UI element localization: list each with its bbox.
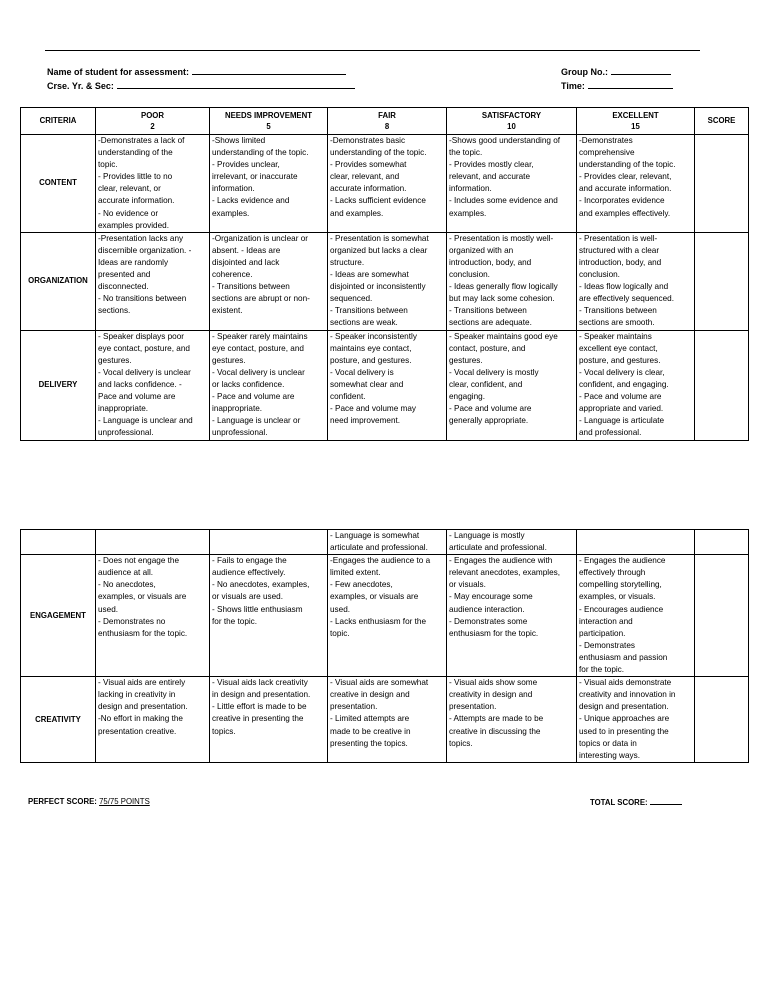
rubric-text-line: enthusiasm and passion — [579, 652, 668, 662]
rubric-text-line: in design and presentation. — [212, 690, 311, 700]
delivery-excellent-cell — [577, 330, 695, 440]
delivery-score-cell[interactable] — [695, 330, 749, 440]
rubric-text-line: information. — [212, 184, 255, 194]
organization-row — [21, 232, 749, 330]
rubric-text-line: examples, or visuals are — [98, 592, 187, 602]
rubric-text-line: - Vocal delivery is clear, — [579, 367, 665, 377]
rubric-text-line: existent. — [212, 306, 243, 316]
creativity-excellent-cell — [577, 677, 695, 763]
rubric-text-line: maintains eye contact, — [330, 343, 412, 353]
rubric-text-line: examples. — [449, 208, 487, 218]
rubric-text-line: - Little effort is made to be — [212, 702, 307, 712]
rubric-text-line: design and presentation. — [579, 702, 669, 712]
rubric-text-line: organized but lacks a clear — [330, 245, 428, 255]
rubric-text-line: - Speaker maintains good eye — [449, 331, 558, 341]
rubric-text-line: sequenced. — [330, 294, 373, 304]
creativity-score-cell[interactable] — [695, 677, 749, 763]
rubric-text-line: for the topic. — [212, 616, 258, 626]
continuation-excellent-cell — [577, 530, 695, 555]
continuation-criteria — [21, 530, 96, 555]
rubric-text-line: sections are adequate. — [449, 318, 532, 328]
rubric-text-line: Ideas are randomly — [98, 257, 169, 267]
rubric-text-line: - Provides mostly clear, — [449, 160, 534, 170]
rubric-text-line: accurate information. — [98, 196, 175, 206]
rubric-text-line: clear, relevant, or — [98, 184, 161, 194]
total-score-blank[interactable] — [650, 797, 682, 805]
rubric-text-line: used to in presenting the — [579, 726, 669, 736]
rubric-text-line: - Visual aids lack creativity — [212, 678, 308, 688]
rubric-text-line: - Visual aids are somewhat — [330, 678, 429, 688]
continuation-poor-cell — [96, 530, 210, 555]
rubric-text-line: - Demonstrates no — [98, 616, 166, 626]
delivery-poor-cell — [96, 330, 210, 440]
time-field[interactable] — [561, 80, 673, 91]
rubric-text-line: confident, and engaging. — [579, 379, 669, 389]
engagement-satisfactory-cell — [447, 555, 577, 677]
rubric-text-line: - Unique approaches are — [579, 714, 670, 724]
rubric-text-line: -Shows limited — [212, 136, 266, 145]
rubric-text-line: - Lacks evidence and — [212, 196, 290, 206]
rubric-text-line: - No anecdotes, examples, — [212, 580, 310, 590]
content-excellent-cell — [577, 135, 695, 233]
rubric-text-line: - Language is unclear and — [98, 416, 193, 426]
rubric-text-line: and accurate information. — [579, 184, 672, 194]
rubric-text-line: comprehensive — [579, 148, 635, 158]
rubric-text-line: - Provides somewhat — [330, 160, 407, 170]
rubric-text-line: -Demonstrates — [579, 136, 633, 145]
engagement-needs-cell — [210, 555, 328, 677]
student-name-line[interactable] — [192, 66, 346, 75]
rubric-text-line: - Language is articulate — [579, 416, 665, 426]
rubric-text-line: disconnected. — [98, 282, 149, 292]
rubric-text-line: - Language is somewhat — [330, 531, 420, 540]
delivery-fair-cell — [328, 330, 447, 440]
content-row — [21, 135, 749, 233]
rubric-text-line: audience effectively. — [212, 568, 286, 578]
rubric-text-line: - Visual aids are entirely — [98, 678, 186, 688]
rubric-text-line: contact, posture, and — [449, 343, 526, 353]
engagement-poor-cell — [96, 555, 210, 677]
rubric-text-line: - Ideas are somewhat — [330, 270, 409, 280]
fair-header: FAIR 8 — [328, 108, 447, 135]
rubric-text-line: presentation creative. — [98, 726, 177, 736]
rubric-text-line: disjointed and lack — [212, 257, 280, 267]
rubric-text-line: - Transitions between — [449, 306, 527, 316]
perfect-score-value: 75/75 POINTS — [99, 797, 150, 806]
rubric-table-part1 — [20, 107, 749, 441]
rubric-text-line: -Organization is unclear or — [212, 233, 309, 243]
rubric-text-line: - Engages the audience with — [449, 556, 553, 566]
engagement-excellent-cell — [577, 555, 695, 677]
rubric-text-line: gestures. — [98, 355, 132, 365]
content-score-cell[interactable] — [695, 135, 749, 233]
rubric-text-line: disjointed or inconsistently — [330, 282, 426, 292]
creativity-needs-cell — [210, 677, 328, 763]
delivery-row — [21, 330, 749, 440]
rubric-text-line: or lacks confidence. — [212, 379, 285, 389]
rubric-text-line: and examples effectively. — [579, 208, 671, 218]
time-line[interactable] — [588, 80, 673, 89]
content-needs-cell — [210, 135, 328, 233]
rubric-text-line: - Speaker displays poor — [98, 331, 185, 341]
rubric-text-line: sections. — [98, 306, 131, 316]
rubric-text-line: - Presentation is well- — [579, 233, 658, 243]
rubric-text-line: eye contact, posture, and — [212, 343, 304, 353]
rubric-text-line: information. — [449, 184, 492, 194]
rubric-text-line: examples provided. — [98, 220, 169, 230]
rubric-text-line: - Ideas flow logically and — [579, 282, 669, 292]
satisfactory-header: SATISFACTORY 10 — [447, 108, 577, 135]
course-label: Crse. Yr. & Sec: — [47, 81, 114, 91]
student-name-label: Name of student for assessment: — [47, 67, 190, 77]
delivery-needs-cell — [210, 330, 328, 440]
top-rule — [45, 50, 700, 51]
perfect-score — [28, 797, 150, 806]
total-score-label: TOTAL SCORE: — [590, 798, 648, 807]
engagement-score-cell[interactable] — [695, 555, 749, 677]
rubric-text-line: limited extent. — [330, 568, 381, 578]
rubric-text-line: audience interaction. — [449, 604, 525, 614]
rubric-text-line: interaction and — [579, 616, 633, 626]
rubric-text-line: used. — [98, 604, 119, 614]
rubric-text-line: - Demonstrates some — [449, 616, 528, 626]
rubric-text-line: generally appropriate. — [449, 416, 529, 426]
creativity-row — [21, 677, 749, 763]
excellent-header: EXCELLENT 15 — [577, 108, 695, 135]
rubric-text-line: -Presentation lacks any — [98, 233, 184, 243]
rubric-text-line: -Shows good understanding of — [449, 136, 561, 145]
organization-fair-cell — [328, 232, 447, 330]
rubric-text-line: - Visual aids show some — [449, 678, 538, 688]
rubric-text-line: relevant, and accurate — [449, 172, 531, 182]
rubric-text-line: discernible organization. - — [98, 245, 192, 255]
rubric-text-line: -Demonstrates a lack of — [98, 136, 185, 145]
content-poor-cell — [96, 135, 210, 233]
rubric-text-line: relevant anecdotes, examples, — [449, 568, 561, 578]
rubric-text-line: understanding of the topic. — [212, 148, 309, 158]
rubric-text-line: clear, confident, and — [449, 379, 523, 389]
creativity-poor-cell — [96, 677, 210, 763]
rubric-text-line: - Fails to engage the — [212, 556, 287, 566]
rubric-text-line: somewhat clear and — [330, 379, 404, 389]
rubric-text-line: - Pace and volume are — [212, 391, 295, 401]
rubric-text-line: sections are abrupt or non- — [212, 294, 310, 304]
rubric-text-line: absent. - Ideas are — [212, 245, 281, 255]
rubric-text-line: - Lacks enthusiasm for the — [330, 616, 427, 626]
continuation-score-cell[interactable] — [695, 530, 749, 555]
rubric-text-line: design and presentation. — [98, 702, 188, 712]
rubric-text-line: understanding of the topic. — [330, 148, 427, 158]
rubric-table-part2 — [20, 529, 749, 763]
organization-criteria: ORGANIZATION — [21, 232, 96, 330]
rubric-text-line: - Demonstrates — [579, 640, 635, 650]
rubric-text-line: organized with an — [449, 245, 514, 255]
rubric-text-line: - No anecdotes, — [98, 580, 156, 590]
rubric-text-line: - Transitions between — [212, 282, 290, 292]
rubric-text-line: - Lacks sufficient evidence — [330, 196, 426, 206]
delivery-satisfactory-cell — [447, 330, 577, 440]
rubric-text-line: gestures. — [449, 355, 483, 365]
student-name-field[interactable] — [47, 66, 346, 77]
continuation-needs-cell — [210, 530, 328, 555]
rubric-text-line: - Provides little to no — [98, 172, 173, 182]
rubric-text-line: the topic. — [449, 148, 483, 158]
rubric-text-line: - Incorporates evidence — [579, 196, 665, 206]
creativity-satisfactory-cell — [447, 677, 577, 763]
rubric-text-line: for the topic. — [579, 665, 625, 675]
rubric-text-line: posture, and gestures. — [579, 355, 661, 365]
rubric-text-line: - May encourage some — [449, 592, 533, 602]
creativity-criteria: CREATIVITY — [21, 677, 96, 763]
needs-improvement-header: NEEDS IMPROVEMENT 5 — [210, 108, 328, 135]
continuation-fair-cell — [328, 530, 447, 555]
rubric-text-line: -No effort in making the — [98, 714, 183, 724]
engagement-row — [21, 555, 749, 677]
rubric-text-line: audience at all. — [98, 568, 154, 578]
rubric-text-line: structure. — [330, 257, 365, 267]
rubric-text-line: -Demonstrates basic — [330, 136, 406, 145]
rubric-text-line: creative in discussing the — [449, 726, 541, 736]
rubric-text-line: used. — [330, 604, 351, 614]
rubric-text-line: examples, or visuals are — [330, 592, 419, 602]
rubric-text-line: understanding of the — [98, 148, 173, 158]
rubric-text-line: - Shows little enthusiasm — [212, 604, 303, 614]
rubric-text-line: -Engages the audience to a — [330, 556, 431, 566]
rubric-text-line: enthusiasm for the topic. — [98, 628, 188, 638]
rubric-text-line: conclusion. — [449, 270, 490, 280]
time-label: Time: — [561, 81, 585, 91]
rubric-text-line: inappropriate. — [98, 404, 149, 414]
rubric-text-line: topic. — [98, 160, 118, 170]
rubric-text-line: - Pace and volume are — [579, 391, 662, 401]
rubric-text-line: - Presentation is somewhat — [330, 233, 429, 243]
rubric-text-line: and lacks confidence. - — [98, 379, 182, 389]
rubric-text-line: unprofessional. — [212, 428, 268, 438]
rubric-text-line: articulate and professional. — [449, 543, 547, 553]
rubric-text-line: unprofessional. — [98, 428, 154, 438]
rubric-text-line: - Vocal delivery is mostly — [449, 367, 539, 377]
rubric-text-line: engaging. — [449, 391, 485, 401]
course-field[interactable] — [47, 80, 355, 91]
rubric-text-line: topics. — [449, 738, 473, 748]
rubric-text-line: examples. — [212, 208, 250, 218]
rubric-text-line: structured with a clear — [579, 245, 660, 255]
content-criteria: CONTENT — [21, 135, 96, 233]
rubric-text-line: sections are weak. — [330, 318, 398, 328]
rubric-text-line: - Language is unclear or — [212, 416, 301, 426]
organization-satisfactory-cell — [447, 232, 577, 330]
rubric-text-line: - Transitions between — [330, 306, 408, 316]
rubric-text-line: sections are smooth. — [579, 318, 655, 328]
header-row — [21, 108, 749, 135]
rubric-text-line: - Language is mostly — [449, 531, 525, 540]
organization-excellent-cell — [577, 232, 695, 330]
organization-poor-cell — [96, 232, 210, 330]
rubric-text-line: creative in presenting the — [212, 714, 304, 724]
rubric-text-line: presentation. — [449, 702, 497, 712]
rubric-text-line: - Presentation is mostly well- — [449, 233, 554, 243]
course-line[interactable] — [117, 80, 355, 89]
total-score — [590, 797, 682, 807]
rubric-text-line: - Pace and volume are — [449, 404, 532, 414]
engagement-fair-cell — [328, 555, 447, 677]
rubric-text-line: - Visual aids demonstrate — [579, 678, 672, 688]
rubric-text-line: - Provides unclear, — [212, 160, 280, 170]
rubric-text-line: enthusiasm for the topic. — [449, 628, 539, 638]
rubric-text-line: coherence. — [212, 270, 253, 280]
rubric-text-line: - No transitions between — [98, 294, 187, 304]
rubric-text-line: - Engages the audience — [579, 556, 666, 566]
delivery-criteria: DELIVERY — [21, 330, 96, 440]
rubric-text-line: Pace and volume are — [98, 391, 176, 401]
rubric-text-line: compelling storytelling, — [579, 580, 662, 590]
rubric-text-line: - Speaker rarely maintains — [212, 331, 308, 341]
rubric-text-line: - Vocal delivery is — [330, 367, 394, 377]
rubric-text-line: but may lack some cohesion. — [449, 294, 555, 304]
rubric-text-line: - No evidence or — [98, 208, 159, 218]
organization-needs-cell — [210, 232, 328, 330]
rubric-text-line: or visuals are used. — [212, 592, 283, 602]
rubric-text-line: - Pace and volume may — [330, 404, 417, 414]
rubric-text-line: - Speaker inconsistently — [330, 331, 417, 341]
rubric-text-line: are effectively sequenced. — [579, 294, 674, 304]
rubric-text-line: presenting the topics. — [330, 738, 408, 748]
rubric-text-line: examples, or visuals. — [579, 592, 656, 602]
rubric-text-line: clear, relevant, and — [330, 172, 400, 182]
rubric-text-line: introduction, body, and — [579, 257, 662, 267]
rubric-text-line: - Provides clear, relevant, — [579, 172, 672, 182]
rubric-text-line: articulate and professional. — [330, 543, 428, 553]
rubric-text-line: participation. — [579, 628, 626, 638]
rubric-text-line: need improvement. — [330, 416, 401, 426]
score-header: SCORE — [695, 108, 749, 135]
creativity-fair-cell — [328, 677, 447, 763]
criteria-header: CRITERIA — [21, 108, 96, 135]
rubric-text-line: presented and — [98, 270, 151, 280]
group-label: Group No.: — [561, 67, 608, 77]
rubric-text-line: topics. — [212, 726, 236, 736]
organization-score-cell[interactable] — [695, 232, 749, 330]
rubric-text-line: inappropriate. — [212, 404, 263, 414]
poor-header: POOR 2 — [96, 108, 210, 135]
rubric-text-line: - Encourages audience — [579, 604, 664, 614]
engagement-criteria: ENGAGEMENT — [21, 555, 96, 677]
rubric-text-line: - Speaker maintains — [579, 331, 652, 341]
content-satisfactory-cell — [447, 135, 577, 233]
perfect-score-label: PERFECT SCORE: — [28, 797, 97, 806]
rubric-text-line: lacking in creativity in — [98, 690, 176, 700]
rubric-text-line: interesting ways. — [579, 750, 640, 760]
rubric-text-line: creativity and innovation in — [579, 690, 676, 700]
rubric-text-line: creative in design and — [330, 690, 410, 700]
rubric-text-line: - Limited attempts are — [330, 714, 410, 724]
content-fair-cell — [328, 135, 447, 233]
rubric-text-line: - Attempts are made to be — [449, 714, 544, 724]
rubric-text-line: - Does not engage the — [98, 556, 180, 566]
rubric-text-line: - Includes some evidence and — [449, 196, 558, 206]
rubric-text-line: presentation. — [330, 702, 378, 712]
rubric-text-line: confident. — [330, 391, 366, 401]
rubric-text-line: understanding of the topic. — [579, 160, 676, 170]
group-line[interactable] — [611, 66, 671, 75]
rubric-text-line: appropriate and varied. — [579, 404, 664, 414]
rubric-text-line: or visuals. — [449, 580, 486, 590]
rubric-text-line: made to be creative in — [330, 726, 411, 736]
rubric-text-line: - Transitions between — [579, 306, 657, 316]
group-field[interactable] — [561, 66, 671, 77]
rubric-text-line: - Ideas generally flow logically — [449, 282, 558, 292]
continuation-satisfactory-cell — [447, 530, 577, 555]
rubric-text-line: topic. — [330, 628, 350, 638]
rubric-text-line: posture, and gestures. — [330, 355, 412, 365]
rubric-text-line: irrelevant, or inaccurate — [212, 172, 298, 182]
rubric-text-line: - Few anecdotes, — [330, 580, 393, 590]
rubric-text-line: gestures. — [212, 355, 246, 365]
rubric-text-line: - Vocal delivery is unclear — [212, 367, 305, 377]
rubric-text-line: introduction, body, and — [449, 257, 532, 267]
rubric-text-line: topics or data in — [579, 738, 637, 748]
rubric-text-line: effectively through — [579, 568, 646, 578]
rubric-text-line: creativity in design and — [449, 690, 533, 700]
rubric-text-line: eye contact, posture, and — [98, 343, 190, 353]
rubric-text-line: and examples. — [330, 208, 384, 218]
rubric-text-line: and professional. — [579, 428, 642, 438]
rubric-text-line: conclusion. — [579, 270, 620, 280]
continuation-row — [21, 530, 749, 555]
rubric-text-line: excellent eye contact, — [579, 343, 658, 353]
rubric-text-line: - Vocal delivery is unclear — [98, 367, 191, 377]
rubric-text-line: accurate information. — [330, 184, 407, 194]
